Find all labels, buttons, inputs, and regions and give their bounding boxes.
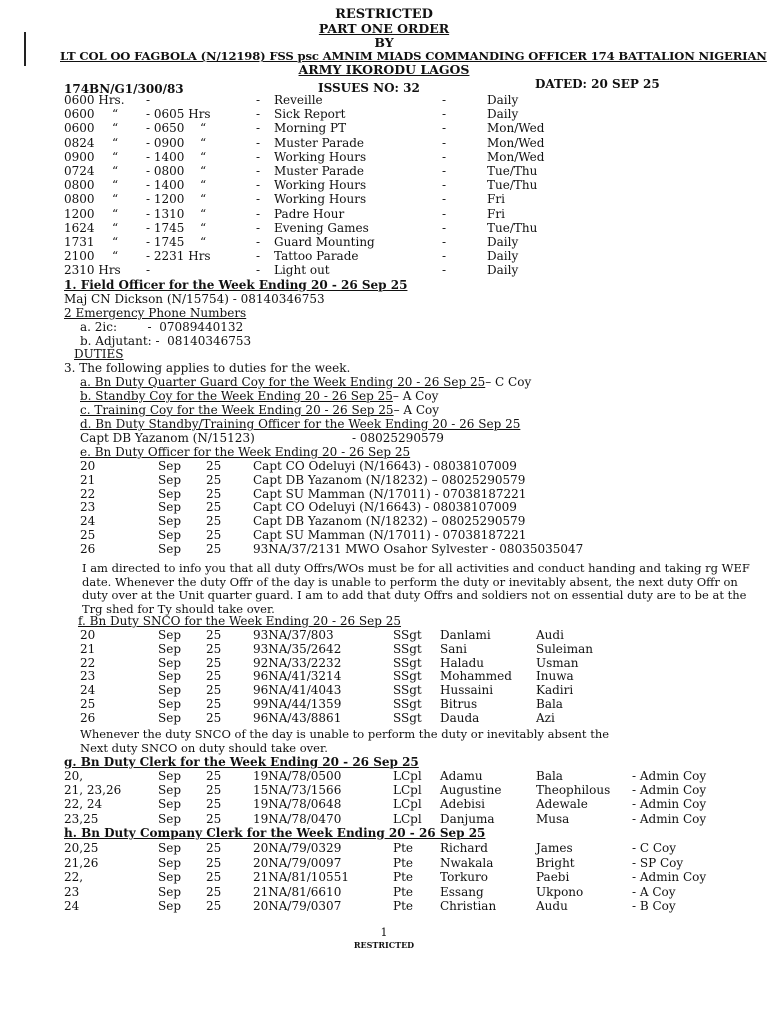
- schedule-days: Mon/Wed: [487, 150, 545, 164]
- coy-clerk-month: Sep: [158, 841, 182, 855]
- doc-ref: 174BN/G1/300/83: [64, 82, 184, 96]
- clerk-first-name: Augustine: [440, 783, 502, 797]
- coy-clerk-number: 20NA/79/0097: [253, 856, 342, 870]
- schedule-dash: -: [256, 107, 261, 121]
- coy-clerk-unit: - C Coy: [632, 841, 677, 855]
- schedule-end: -: [146, 93, 151, 107]
- coy-clerk-first-name: Torkuro: [440, 870, 488, 884]
- coy-clerk-unit: - Admin Coy: [632, 870, 707, 884]
- schedule-end: - 1400: [146, 178, 185, 192]
- coy-clerk-day: 22,: [64, 870, 84, 884]
- schedule-event: Light out: [274, 263, 330, 277]
- schedule-days: Mon/Wed: [487, 136, 545, 150]
- schedule-end: - 0650: [146, 121, 185, 135]
- schedule-ditto: “: [200, 150, 207, 164]
- coy-clerk-heading: h. Bn Duty Company Clerk for the Week Ending 20 - 26 Sep 25: [64, 826, 486, 840]
- snco-first-name: Danlami: [440, 628, 491, 642]
- coy-clerk-month: Sep: [158, 870, 182, 884]
- duty-c-text: c. Training Coy for the Week Ending 20 - 26 Sep 25: [80, 403, 394, 417]
- dated: DATED: 20 SEP 25: [535, 77, 660, 91]
- snco-number: 99NA/44/1359: [253, 697, 342, 711]
- schedule-end: - 0605 Hrs: [146, 107, 211, 121]
- snco-number: 93NA/37/803: [253, 628, 334, 642]
- coy-clerk-last-name: Ukpono: [536, 885, 584, 899]
- schedule-dash: -: [256, 164, 261, 178]
- coy-clerk-rank: Pte: [393, 841, 413, 855]
- snco-last-name: Azi: [536, 711, 555, 725]
- schedule-ditto: “: [112, 121, 119, 135]
- schedule-dash: -: [256, 207, 261, 221]
- schedule-start: 0800: [64, 178, 95, 192]
- coy-clerk-number: 20NA/79/0329: [253, 841, 342, 855]
- schedule-event: Padre Hour: [274, 207, 345, 221]
- coy-clerk-unit: - SP Coy: [632, 856, 684, 870]
- schedule-start: 2100: [64, 249, 95, 263]
- officer-year: 25: [206, 487, 222, 501]
- clerk-number: 19NA/78/0470: [253, 812, 342, 826]
- clerk-last-name: Bala: [536, 769, 563, 783]
- snco-note-1: Whenever the duty SNCO of the day is unable to perform the duty or inevitably absent the: [80, 727, 610, 741]
- schedule-dash: -: [442, 150, 447, 164]
- coy-clerk-unit: - B Coy: [632, 899, 676, 913]
- schedule-end: - 1310: [146, 207, 185, 221]
- schedule-ditto: “: [112, 221, 119, 235]
- clerk-last-name: Musa: [536, 812, 570, 826]
- schedule-days: Mon/Wed: [487, 121, 545, 135]
- snco-rank: SSgt: [393, 656, 422, 670]
- snco-year: 25: [206, 683, 222, 697]
- officer-name: Capt SU Mamman (N/17011) - 07038187221: [253, 528, 527, 542]
- snco-first-name: Bitrus: [440, 697, 478, 711]
- schedule-dash: -: [442, 192, 447, 206]
- schedule-dash: -: [256, 263, 261, 277]
- schedule-days: Daily: [487, 249, 519, 263]
- clerk-rank: LCpl: [393, 797, 422, 811]
- officer-day: 25: [80, 528, 96, 542]
- coy-clerk-year: 25: [206, 856, 222, 870]
- coy-clerk-day: 24: [64, 899, 80, 913]
- clerk-unit: - Admin Coy: [632, 783, 707, 797]
- clerk-number: 19NA/78/0648: [253, 797, 342, 811]
- schedule-start: 1624: [64, 221, 95, 235]
- snco-number: 92NA/33/2232: [253, 656, 342, 670]
- schedule-end: -: [146, 263, 151, 277]
- snco-year: 25: [206, 711, 222, 725]
- schedule-start: 0900: [64, 150, 95, 164]
- schedule-start: 1731: [64, 235, 95, 249]
- clerk-rank: LCpl: [393, 812, 422, 826]
- emergency-heading: 2 Emergency Phone Numbers: [64, 306, 247, 320]
- snco-last-name: Suleiman: [536, 642, 593, 656]
- duty-b: [80, 389, 438, 403]
- doc-type: PART ONE ORDER: [318, 21, 450, 36]
- schedule-ditto: “: [200, 192, 207, 206]
- officer-month: Sep: [158, 514, 182, 528]
- snco-first-name: Haladu: [440, 656, 485, 670]
- snco-month: Sep: [158, 628, 182, 642]
- snco-month: Sep: [158, 711, 182, 725]
- schedule-days: Fri: [487, 207, 505, 221]
- clerk-unit: - Admin Coy: [632, 812, 707, 826]
- snco-day: 22: [80, 656, 96, 670]
- snco-number: 96NA/43/8861: [253, 711, 342, 725]
- duty-a-tail: – C Coy: [485, 375, 532, 389]
- schedule-end: - 0900: [146, 136, 185, 150]
- snco-number: 96NA/41/4043: [253, 683, 342, 697]
- snco-year: 25: [206, 697, 222, 711]
- duty-b-text: b. Standby Coy for the Week Ending 20 - 26 Sep 25: [80, 389, 393, 403]
- coy-clerk-last-name: Audu: [536, 899, 568, 913]
- schedule-days: Daily: [487, 263, 519, 277]
- clerk-first-name: Adamu: [440, 769, 483, 783]
- schedule-start: 0800: [64, 192, 95, 206]
- duty-officer-note: I am directed to info you that all duty Offrs/WOs must be for all activities and conduct handing and taking rg WEF date. Whenever the duty Offr of the day is unable to perform the duty or inevitably absent, the next duty Offr on duty over at the Unit quarter guard. I am to add that duty Offrs and soldiers not on essential duty are to be at the Trg shed for Ty should take over.: [82, 561, 750, 616]
- coy-clerk-rank: Pte: [393, 885, 413, 899]
- officer-day: 23: [80, 500, 96, 514]
- snco-month: Sep: [158, 697, 182, 711]
- clerk-year: 25: [206, 783, 222, 797]
- clerk-last-name: Theophilous: [536, 783, 611, 797]
- clerk-number: 19NA/78/0500: [253, 769, 342, 783]
- snco-year: 25: [206, 628, 222, 642]
- schedule-days: Tue/Thu: [487, 164, 538, 178]
- schedule-dash: -: [442, 178, 447, 192]
- schedule-ditto: “: [112, 178, 119, 192]
- coy-clerk-number: 21NA/81/6610: [253, 885, 342, 899]
- coy-clerk-last-name: James: [536, 841, 573, 855]
- snco-last-name: Audi: [536, 628, 564, 642]
- schedule-ditto: “: [200, 221, 207, 235]
- schedule-days: Tue/Thu: [487, 178, 538, 192]
- snco-month: Sep: [158, 683, 182, 697]
- classification-bottom: RESTRICTED: [353, 940, 415, 950]
- schedule-days: Tue/Thu: [487, 221, 538, 235]
- schedule-dash: -: [442, 107, 447, 121]
- officer-year: 25: [206, 542, 222, 556]
- officer-month: Sep: [158, 459, 182, 473]
- officer-day: 22: [80, 487, 96, 501]
- snco-rank: SSgt: [393, 697, 422, 711]
- snco-day: 25: [80, 697, 96, 711]
- schedule-ditto: “: [112, 164, 119, 178]
- schedule-event: Reveille: [274, 93, 323, 107]
- coy-clerk-rank: Pte: [393, 899, 413, 913]
- snco-rank: SSgt: [393, 669, 422, 683]
- officer-month: Sep: [158, 500, 182, 514]
- clerk-unit: - Admin Coy: [632, 797, 707, 811]
- clerk-unit: - Admin Coy: [632, 769, 707, 783]
- snco-number: 93NA/35/2642: [253, 642, 342, 656]
- clerk-day: 21, 23,26: [64, 783, 122, 797]
- snco-last-name: Usman: [536, 656, 579, 670]
- schedule-ditto: “: [112, 107, 119, 121]
- snco-first-name: Dauda: [440, 711, 480, 725]
- schedule-dash: -: [442, 249, 447, 263]
- coy-clerk-last-name: Paebi: [536, 870, 570, 884]
- officer-year: 25: [206, 473, 222, 487]
- snco-number: 96NA/41/3214: [253, 669, 342, 683]
- schedule-days: Daily: [487, 93, 519, 107]
- schedule-start: 0724: [64, 164, 95, 178]
- clerk-first-name: Danjuma: [440, 812, 495, 826]
- coy-clerk-rank: Pte: [393, 856, 413, 870]
- clerk-rank: LCpl: [393, 783, 422, 797]
- coy-clerk-year: 25: [206, 841, 222, 855]
- snco-rank: SSgt: [393, 711, 422, 725]
- officer-name: Capt CO Odeluyi (N/16643) - 08038107009: [253, 500, 517, 514]
- officer-year: 25: [206, 514, 222, 528]
- schedule-dash: -: [256, 249, 261, 263]
- snco-year: 25: [206, 656, 222, 670]
- schedule-start: 0600: [64, 107, 95, 121]
- officer-day: 26: [80, 542, 96, 556]
- clerk-year: 25: [206, 812, 222, 826]
- duty-d-name: Capt DB Yazanom (N/15123): [80, 431, 255, 445]
- schedule-dash: -: [442, 235, 447, 249]
- clerk-month: Sep: [158, 797, 182, 811]
- coy-clerk-day: 21,26: [64, 856, 99, 870]
- clerk-day: 23,25: [64, 812, 99, 826]
- schedule-ditto: “: [112, 192, 119, 206]
- duty-d: d. Bn Duty Standby/Training Officer for the Week Ending 20 - 26 Sep 25: [80, 417, 521, 431]
- clerk-month: Sep: [158, 812, 182, 826]
- snco-day: 20: [80, 628, 96, 642]
- schedule-days: Daily: [487, 107, 519, 121]
- snco-day: 24: [80, 683, 96, 697]
- schedule-dash: -: [256, 150, 261, 164]
- clerk-heading: g. Bn Duty Clerk for the Week Ending 20 - 26 Sep 25: [64, 755, 419, 769]
- snco-last-name: Inuwa: [536, 669, 574, 683]
- clerk-number: 15NA/73/1566: [253, 783, 342, 797]
- schedule-start: 0600 Hrs.: [64, 93, 125, 107]
- clerk-day: 22, 24: [64, 797, 103, 811]
- coy-clerk-month: Sep: [158, 899, 182, 913]
- clerk-last-name: Adewale: [536, 797, 588, 811]
- clerk-year: 25: [206, 797, 222, 811]
- clerk-month: Sep: [158, 769, 182, 783]
- schedule-ditto: “: [112, 235, 119, 249]
- schedule-days: Fri: [487, 192, 505, 206]
- coy-clerk-day: 23: [64, 885, 80, 899]
- coy-clerk-year: 25: [206, 899, 222, 913]
- issue-no: ISSUES NO: 32: [318, 81, 420, 95]
- snco-last-name: Bala: [536, 697, 563, 711]
- schedule-event: Sick Report: [274, 107, 346, 121]
- issuer-line1: LT COL OO FAGBOLA (N/12198) FSS psc AMNIM MIADS COMMANDING OFFICER 174 BATTALION NIGERIAN: [60, 49, 767, 63]
- schedule-event: Morning PT: [274, 121, 347, 135]
- schedule-ditto: “: [200, 178, 207, 192]
- page-number: 1: [380, 926, 388, 939]
- schedule-dash: -: [442, 164, 447, 178]
- coy-clerk-first-name: Nwakala: [440, 856, 494, 870]
- officer-month: Sep: [158, 473, 182, 487]
- coy-clerk-last-name: Bright: [536, 856, 575, 870]
- duty-c-tail: – A Coy: [393, 403, 440, 417]
- snco-month: Sep: [158, 642, 182, 656]
- officer-month: Sep: [158, 542, 182, 556]
- schedule-end: - 1200: [146, 192, 185, 206]
- schedule-start: 1200: [64, 207, 95, 221]
- schedule-ditto: “: [112, 207, 119, 221]
- schedule-dash: -: [256, 93, 261, 107]
- snco-rank: SSgt: [393, 642, 422, 656]
- officer-year: 25: [206, 459, 222, 473]
- snco-day: 23: [80, 669, 96, 683]
- coy-clerk-first-name: Essang: [440, 885, 484, 899]
- duty-d-phone: - 08025290579: [352, 431, 444, 445]
- schedule-dash: -: [442, 121, 447, 135]
- schedule-end: - 1400: [146, 150, 185, 164]
- schedule-dash: -: [442, 221, 447, 235]
- schedule-event: Muster Parade: [274, 164, 365, 178]
- schedule-event: Tattoo Parade: [274, 249, 359, 263]
- officer-day: 21: [80, 473, 96, 487]
- schedule-dash: -: [442, 93, 447, 107]
- clerk-year: 25: [206, 769, 222, 783]
- officer-name: Capt DB Yazanom (N/18232) – 08025290579: [253, 473, 526, 487]
- officer-name: 93NA/37/2131 MWO Osahor Sylvester - 08035035047: [253, 542, 584, 556]
- coy-clerk-first-name: Christian: [440, 899, 497, 913]
- schedule-event: Muster Parade: [274, 136, 365, 150]
- schedule-ditto: “: [200, 136, 207, 150]
- snco-heading: f. Bn Duty SNCO for the Week Ending 20 - 26 Sep 25: [78, 614, 402, 628]
- duty-b-tail: – A Coy: [392, 389, 439, 403]
- schedule-event: Working Hours: [274, 150, 367, 164]
- schedule-event: Evening Games: [274, 221, 369, 235]
- schedule-end: - 2231 Hrs: [146, 249, 211, 263]
- schedule-dash: -: [442, 136, 447, 150]
- schedule-ditto: “: [200, 207, 207, 221]
- schedule-ditto: “: [200, 235, 207, 249]
- coy-clerk-rank: Pte: [393, 870, 413, 884]
- coy-clerk-year: 25: [206, 870, 222, 884]
- emergency-adjutant: b. Adjutant: - 08140346753: [80, 334, 252, 348]
- snco-first-name: Hussaini: [440, 683, 494, 697]
- schedule-start: 2310 Hrs: [64, 263, 121, 277]
- duties-heading: DUTIES: [74, 347, 124, 361]
- schedule-end: - 1745: [146, 235, 185, 249]
- issuer-line2: ARMY IKORODU LAGOS: [298, 62, 470, 77]
- schedule-dash: -: [256, 121, 261, 135]
- classification-top: RESTRICTED: [335, 7, 433, 22]
- schedule-ditto: “: [112, 150, 119, 164]
- officer-name: Capt CO Odeluyi (N/16643) - 08038107009: [253, 459, 517, 473]
- duty-e-heading: e. Bn Duty Officer for the Week Ending 20 - 26 Sep 25: [80, 445, 411, 459]
- snco-day: 26: [80, 711, 96, 725]
- schedule-event: Guard Mounting: [274, 235, 375, 249]
- coy-clerk-number: 21NA/81/10551: [253, 870, 349, 884]
- coy-clerk-month: Sep: [158, 885, 182, 899]
- field-officer-heading: 1. Field Officer for the Week Ending 20 - 26 Sep 25: [64, 278, 408, 292]
- schedule-event: Working Hours: [274, 192, 367, 206]
- snco-day: 21: [80, 642, 96, 656]
- snco-month: Sep: [158, 669, 182, 683]
- schedule-dash: -: [256, 178, 261, 192]
- snco-note-2: Next duty SNCO on duty should take over.: [80, 741, 328, 755]
- officer-name: Capt DB Yazanom (N/18232) – 08025290579: [253, 514, 526, 528]
- duties-intro: 3. The following applies to duties for the week.: [64, 361, 351, 375]
- coy-clerk-first-name: Richard: [440, 841, 488, 855]
- schedule-dash: -: [256, 192, 261, 206]
- duty-a-text: a. Bn Duty Quarter Guard Coy for the Week Ending 20 - 26 Sep 25: [80, 375, 486, 389]
- schedule-dash: -: [442, 263, 447, 277]
- officer-day: 24: [80, 514, 96, 528]
- clerk-rank: LCpl: [393, 769, 422, 783]
- schedule-start: 0824: [64, 136, 95, 150]
- clerk-month: Sep: [158, 783, 182, 797]
- snco-year: 25: [206, 669, 222, 683]
- schedule-dash: -: [256, 235, 261, 249]
- officer-year: 25: [206, 528, 222, 542]
- officer-day: 20: [80, 459, 96, 473]
- coy-clerk-month: Sep: [158, 856, 182, 870]
- schedule-end: - 1745: [146, 221, 185, 235]
- snco-rank: SSgt: [393, 683, 422, 697]
- schedule-event: Working Hours: [274, 178, 367, 192]
- duty-a: [80, 375, 531, 389]
- snco-first-name: Mohammed: [440, 669, 512, 683]
- clerk-first-name: Adebisi: [440, 797, 485, 811]
- schedule-start: 0600: [64, 121, 95, 135]
- officer-month: Sep: [158, 528, 182, 542]
- officer-year: 25: [206, 500, 222, 514]
- schedule-dash: -: [442, 207, 447, 221]
- coy-clerk-day: 20,25: [64, 841, 99, 855]
- field-officer-name: Maj CN Dickson (N/15754) - 08140346753: [64, 292, 325, 306]
- doc-by: BY: [374, 35, 394, 50]
- schedule-dash: -: [256, 136, 261, 150]
- coy-clerk-year: 25: [206, 885, 222, 899]
- coy-clerk-unit: - A Coy: [632, 885, 676, 899]
- schedule-ditto: “: [200, 121, 207, 135]
- snco-month: Sep: [158, 656, 182, 670]
- schedule-ditto: “: [112, 249, 119, 263]
- duty-c: [80, 403, 439, 417]
- snco-year: 25: [206, 642, 222, 656]
- coy-clerk-number: 20NA/79/0307: [253, 899, 342, 913]
- emergency-2ic: a. 2ic: - 07089440132: [80, 320, 244, 334]
- officer-name: Capt SU Mamman (N/17011) - 07038187221: [253, 487, 527, 501]
- schedule-ditto: “: [112, 136, 119, 150]
- schedule-days: Daily: [487, 235, 519, 249]
- snco-rank: SSgt: [393, 628, 422, 642]
- clerk-day: 20,: [64, 769, 84, 783]
- schedule-end: - 0800: [146, 164, 185, 178]
- snco-first-name: Sani: [440, 642, 467, 656]
- officer-month: Sep: [158, 487, 182, 501]
- snco-last-name: Kadiri: [536, 683, 574, 697]
- schedule-ditto: “: [200, 164, 207, 178]
- schedule-dash: -: [256, 221, 261, 235]
